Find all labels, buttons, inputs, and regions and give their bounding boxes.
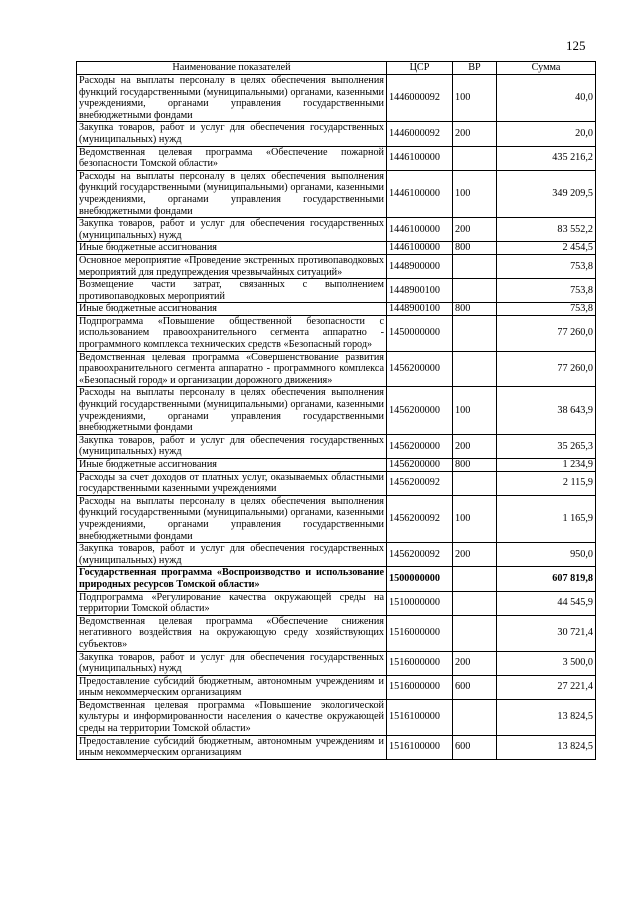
cell-csr: 1456200000	[387, 387, 453, 434]
cell-sum: 607 819,8	[497, 567, 596, 591]
cell-sum: 3 500,0	[497, 651, 596, 675]
cell-sum: 27 221,4	[497, 675, 596, 699]
table-row	[77, 591, 596, 615]
table-row	[77, 567, 596, 591]
cell-csr: 1446000092	[387, 75, 453, 122]
header-vr: ВР	[453, 62, 497, 75]
cell-vr	[453, 351, 497, 387]
cell-csr: 1456200000	[387, 459, 453, 472]
cell-vr	[453, 591, 497, 615]
cell-csr: 1456200092	[387, 543, 453, 567]
cell-vr: 100	[453, 75, 497, 122]
cell-csr: 1446000092	[387, 122, 453, 146]
table-row	[77, 303, 596, 316]
cell-sum: 435 216,2	[497, 146, 596, 170]
table-row	[77, 735, 596, 759]
cell-vr	[453, 254, 497, 278]
cell-csr: 1516000000	[387, 651, 453, 675]
cell-name: Подпрограмма «Повышение общественной безопасности с использованием правоохранительного сегмента аппаратно - программного комплекса технических средств «Безопасный город»	[77, 315, 387, 351]
table-row	[77, 459, 596, 472]
cell-vr	[453, 146, 497, 170]
cell-csr: 1456200000	[387, 351, 453, 387]
cell-name: Предоставление субсидий бюджетным, автономным учреждениям и иным некоммерческим организациям	[77, 675, 387, 699]
cell-vr: 200	[453, 122, 497, 146]
cell-csr: 1516000000	[387, 615, 453, 651]
table-row	[77, 279, 596, 303]
cell-name: Государственная программа «Воспроизводство и использование природных ресурсов Томской области»	[77, 567, 387, 591]
cell-vr: 800	[453, 242, 497, 255]
cell-name: Ведомственная целевая программа «Обеспечение пожарной безопасности Томской области»	[77, 146, 387, 170]
cell-sum: 35 265,3	[497, 434, 596, 458]
cell-sum: 77 260,0	[497, 351, 596, 387]
cell-vr: 600	[453, 675, 497, 699]
header-csr: ЦСР	[387, 62, 453, 75]
cell-name: Закупка товаров, работ и услуг для обеспечения государственных (муниципальных) нужд	[77, 434, 387, 458]
cell-vr: 200	[453, 543, 497, 567]
cell-name: Расходы на выплаты персоналу в целях обеспечения выполнения функций государственными (муниципальными) органами, казенными учреждениями, органами управления государственными внебюджетными фондами	[77, 387, 387, 434]
cell-csr: 1446100000	[387, 242, 453, 255]
header-sum: Сумма	[497, 62, 596, 75]
cell-name: Закупка товаров, работ и услуг для обеспечения государственных (муниципальных) нужд	[77, 651, 387, 675]
cell-sum: 13 824,5	[497, 699, 596, 735]
cell-name: Расходы на выплаты персоналу в целях обеспечения выполнения функций государственными (муниципальными) органами, казенными учреждениями, органами управления государственными внебюджетными фондами	[77, 170, 387, 217]
cell-csr: 1456200000	[387, 434, 453, 458]
cell-name: Расходы за счет доходов от платных услуг, оказываемых областными государственными казенными учреждениями	[77, 471, 387, 495]
cell-csr: 1448900100	[387, 303, 453, 316]
cell-vr: 800	[453, 459, 497, 472]
table-row	[77, 543, 596, 567]
cell-name: Иные бюджетные ассигнования	[77, 303, 387, 316]
cell-sum: 44 545,9	[497, 591, 596, 615]
table-row	[77, 699, 596, 735]
cell-csr: 1450000000	[387, 315, 453, 351]
cell-name: Возмещение части затрат, связанных с выполнением противопаводковых мероприятий	[77, 279, 387, 303]
cell-name: Подпрограмма «Регулирование качества окружающей среды на территории Томской области»	[77, 591, 387, 615]
cell-name: Закупка товаров, работ и услуг для обеспечения государственных (муниципальных) нужд	[77, 122, 387, 146]
table-row	[77, 387, 596, 434]
cell-sum: 38 643,9	[497, 387, 596, 434]
table-row	[77, 122, 596, 146]
cell-name: Ведомственная целевая программа «Совершенствование развития правоохранительного сегмента аппаратно - программного комплекса «Безопасный город» и организации дорожного движения»	[77, 351, 387, 387]
table-row	[77, 651, 596, 675]
cell-vr: 100	[453, 387, 497, 434]
cell-csr: 1448900100	[387, 279, 453, 303]
cell-vr	[453, 279, 497, 303]
cell-vr: 800	[453, 303, 497, 316]
cell-csr: 1448900000	[387, 254, 453, 278]
cell-csr: 1516100000	[387, 735, 453, 759]
cell-sum: 349 209,5	[497, 170, 596, 217]
cell-sum: 950,0	[497, 543, 596, 567]
cell-vr: 200	[453, 218, 497, 242]
table-row	[77, 675, 596, 699]
cell-vr	[453, 699, 497, 735]
cell-sum: 20,0	[497, 122, 596, 146]
cell-sum: 753,8	[497, 303, 596, 316]
table-row	[77, 315, 596, 351]
cell-csr: 1446100000	[387, 218, 453, 242]
table-header-row	[77, 62, 596, 75]
cell-name: Закупка товаров, работ и услуг для обеспечения государственных (муниципальных) нужд	[77, 543, 387, 567]
table-row	[77, 615, 596, 651]
cell-csr: 1516000000	[387, 675, 453, 699]
cell-name: Иные бюджетные ассигнования	[77, 459, 387, 472]
cell-sum: 30 721,4	[497, 615, 596, 651]
table-row	[77, 242, 596, 255]
table-row	[77, 495, 596, 542]
cell-vr	[453, 315, 497, 351]
cell-sum: 77 260,0	[497, 315, 596, 351]
cell-sum: 83 552,2	[497, 218, 596, 242]
cell-vr: 600	[453, 735, 497, 759]
cell-name: Предоставление субсидий бюджетным, автономным учреждениям и иным некоммерческим организациям	[77, 735, 387, 759]
cell-sum: 40,0	[497, 75, 596, 122]
header-name: Наименование показателей	[77, 62, 387, 75]
cell-name: Ведомственная целевая программа «Повышение экологической культуры и информированности населения о качестве окружающей среды на территории Томской области»	[77, 699, 387, 735]
table-row	[77, 75, 596, 122]
cell-sum: 753,8	[497, 279, 596, 303]
cell-csr: 1446100000	[387, 146, 453, 170]
table-row	[77, 218, 596, 242]
page-number: 125	[566, 38, 586, 53]
budget-table	[76, 61, 596, 760]
cell-name: Расходы на выплаты персоналу в целях обеспечения выполнения функций государственными (муниципальными) органами, казенными учреждениями, органами управления государственными внебюджетными фондами	[77, 495, 387, 542]
cell-csr: 1516100000	[387, 699, 453, 735]
cell-name: Основное мероприятие «Проведение экстренных противопаводковых мероприятий для предупреждения чрезвычайных ситуаций»	[77, 254, 387, 278]
cell-csr: 1446100000	[387, 170, 453, 217]
cell-vr	[453, 615, 497, 651]
table-row	[77, 254, 596, 278]
table-row	[77, 170, 596, 217]
table-row	[77, 146, 596, 170]
cell-vr: 200	[453, 651, 497, 675]
cell-name: Иные бюджетные ассигнования	[77, 242, 387, 255]
cell-sum: 1 234,9	[497, 459, 596, 472]
cell-sum: 2 454,5	[497, 242, 596, 255]
cell-sum: 753,8	[497, 254, 596, 278]
cell-sum: 13 824,5	[497, 735, 596, 759]
cell-vr: 200	[453, 434, 497, 458]
cell-vr	[453, 471, 497, 495]
cell-vr	[453, 567, 497, 591]
table-body	[77, 75, 596, 760]
cell-csr: 1456200092	[387, 495, 453, 542]
cell-csr: 1510000000	[387, 591, 453, 615]
cell-name: Закупка товаров, работ и услуг для обеспечения государственных (муниципальных) нужд	[77, 218, 387, 242]
cell-name: Ведомственная целевая программа «Обеспечение снижения негативного воздействия на окружающую среду хозяйствующих субъектов»	[77, 615, 387, 651]
table-row	[77, 351, 596, 387]
cell-name: Расходы на выплаты персоналу в целях обеспечения выполнения функций государственными (муниципальными) органами, казенными учреждениями, органами управления государственными внебюджетными фондами	[77, 75, 387, 122]
cell-sum: 2 115,9	[497, 471, 596, 495]
cell-vr: 100	[453, 495, 497, 542]
cell-csr: 1500000000	[387, 567, 453, 591]
cell-csr: 1456200092	[387, 471, 453, 495]
cell-vr: 100	[453, 170, 497, 217]
table-row	[77, 434, 596, 458]
cell-sum: 1 165,9	[497, 495, 596, 542]
table-row	[77, 471, 596, 495]
